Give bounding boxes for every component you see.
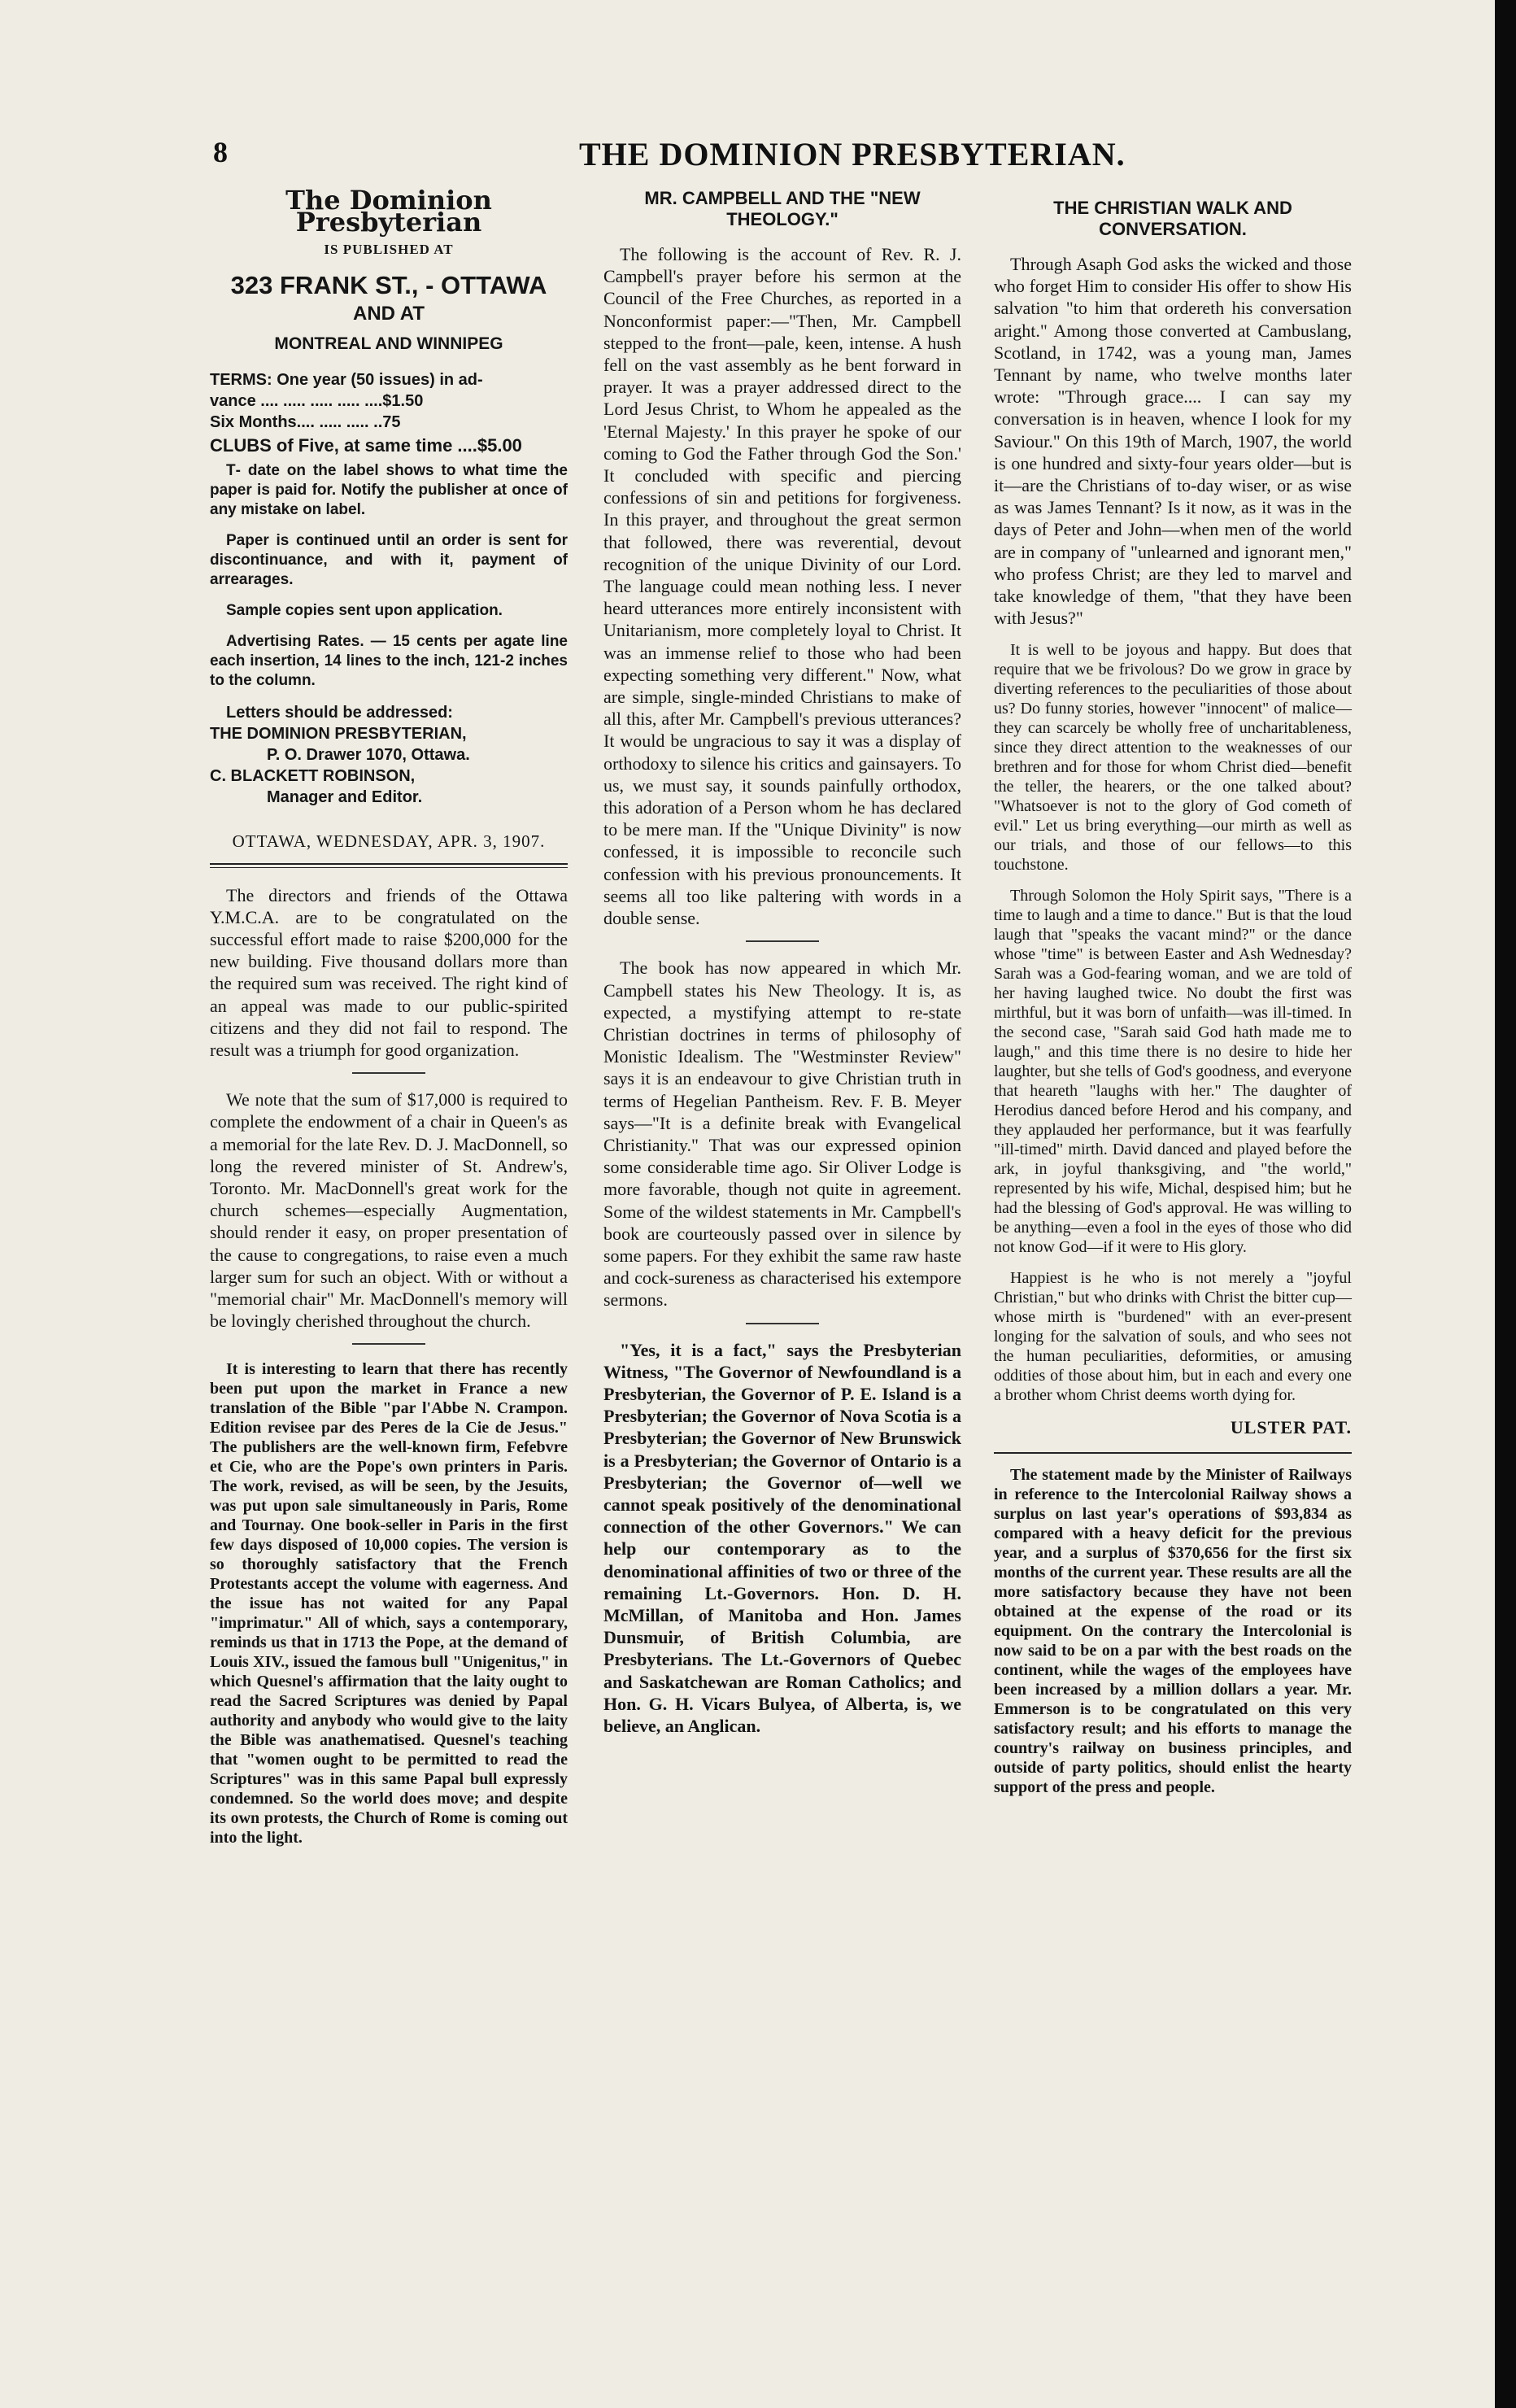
po-box: P. O. Drawer 1070, Ottawa.: [267, 746, 470, 765]
notice-continued: Paper is continued until an order is sent for discontinuance, and with it, payment of arrearages.: [210, 532, 568, 589]
page-number: 8: [213, 136, 228, 168]
masthead-and-at: AND AT: [353, 302, 425, 325]
editor-title: Manager and Editor.: [267, 788, 423, 807]
column-2: [603, 183, 961, 1748]
terms-line-3: Six Months.... ..... ..... ..75: [210, 413, 401, 432]
signature: ULSTER PAT.: [1230, 1417, 1352, 1438]
section-rule: [994, 1452, 1352, 1454]
article-happiest: Happiest is he who is not merely a "joyful Christian," but who drinks with Christ the bitter cup— whose mirth is "burdened" with an ever-present longing for the salvation of souls, and who sees not the human peculiarities, deformities, or amusing oddities of those about him, but in each and every one a brother whom Christ deems worth dying for.: [994, 1269, 1352, 1405]
dateline: OTTAWA, WEDNESDAY, APR. 3, 1907.: [232, 831, 546, 852]
article-governors: "Yes, it is a fact," says the Presbyterian Witness, "The Governor of Newfoundland is a Presbyterian, the Governor of P. E. Island is a Presbyterian; the Governor of Nova Scotia is a Presbyterian; the Governor of New Brunswick is a Presbyterian; the Governor of Ontario is a Presbyterian; the Governor of—well we cannot speak positively of the denominational connection of the other Governors." We can help our contemporary as to the denominational affinities of two or three of the remaining Lt.-Governors. Hon. D. H. McMillan, of Manitoba and Hon. James Dunsmuir, of British Columbia, are Presbyterians. The Lt.-Governors of Quebec and Saskatchewan are Roman Catholics; and Hon. G. H. Vicars Bulyea, of Alberta, is, we believe, an Anglican.: [603, 1339, 961, 1736]
article-ymca: The directors and friends of the Ottawa Y.M.C.A. are to be congratulated on the successful effort made to raise $200,000 for the new building. Five thousand dollars more than the required sum was received. The right kind of an appeal was made to our public-spirited citizens and they did not fail to respond. The result was a triumph for good organization.: [210, 884, 568, 1061]
article-joyous: It is well to be joyous and happy. But does that require that we be frivolous? Do we grow in grace by diverting references to the peculiarities of those about us? Do funny stories, however "innocent" of malice—they can scarcely be wholly free of uncharitableness, since they direct attention to the weaknesses of our brethren and for those for whom Christ died—benefit the teller, the hearers, or the one talked about? "Whatsoever is not to the glory of God cometh of evil." Let us bring everything—our mirth as well as our trials, and those of our fellows—to this touchstone.: [994, 641, 1352, 875]
article-intercolonial-railway: The statement made by the Minister of Railways in reference to the Intercolonial Railway shows a surplus on last year's operations of $93,834 as compared with a heavy deficit for the previous year, and a surplus of $370,656 for the first six months of the current year. These results are all the more satisfactory because they have not been obtained at the expense of the road or its equipment. On the contrary the Intercolonial is now said to be on a par with the best roads on the continent, while the wages of the employees have been increased by a million dollars a year. Mr. Emmerson is to be congratulated on this very satisfactory result; and his efforts to manage the country's railway on business principles, and outside of party politics, should enlist the hearty support of the press and people.: [994, 1465, 1352, 1796]
masthead-cities: MONTREAL AND WINNIPEG: [274, 334, 503, 354]
column-3: [994, 183, 1352, 1808]
article-heading-new-theology: MR. CAMPBELL AND THE "NEW THEOLOGY.": [644, 188, 921, 229]
column-1: [210, 183, 568, 1859]
article-heading-christian-walk: THE CHRISTIAN WALK AND CONVERSATION.: [1053, 198, 1292, 239]
article-asaph: Through Asaph God asks the wicked and those who forget Him to consider His offer to show His salvation "to him that ordereth his conversation aright." Among those converted at Cambuslang, Scotland, in 1742, was a young man, James Tennant by name, who twelve months later wrote: "Through grace.... I can say my conversation is in heaven, whence I look for my Saviour." On this 19th of March, 1907, the world is one hundred and sixty-four years older—but is it—are the Christians of to-day wiser, or as wise as was James Tennant? Is it now, as it was in the days of Peter and John—when men of the world are in company of "unlearned and ignorant men," who profess Christ; are they led to marvel and take knowledge of them, "that they have been with Jesus?": [994, 254, 1352, 629]
divider: [352, 1343, 425, 1345]
journal-title: THE DOMINION PRESBYTERIAN.: [579, 136, 1126, 172]
terms-line-2: vance .... ..... ..... ..... ....$1.50: [210, 392, 424, 411]
letters-addressed: Letters should be addressed:: [226, 704, 453, 722]
page-edge: [1495, 0, 1516, 2408]
notice-sample: Sample copies sent upon application.: [226, 602, 503, 620]
editor-name: C. BLACKETT ROBINSON,: [210, 767, 416, 786]
terms-line-1: TERMS: One year (50 issues) in ad-: [210, 371, 483, 390]
advertising-rates: Advertising Rates. — 15 cents per agate line each insertion, 14 lines to the inch, 121-2 inches to the column.: [210, 633, 568, 690]
masthead-name: The Dominion Presbyterian: [285, 185, 492, 238]
article-french-bible: It is interesting to learn that there has recently been put upon the market in France a new translation of the Bible "par l'Abbe N. Crampon. Edition revisee par des Peres de la Cie de Jesus." The publishers are the well-known firm, Fefebvre et Cie, who are the Pope's own printers in Paris. The work, revised, as will be seen, by the Jesuits, was put upon sale simultaneously in Paris, Rome and Tournay. One book-seller in Paris in the first few days disposed of 10,000 copies. The version is so thoroughly satisfactory that the French Protestants accept the volume with eagerness. And the issue has not waited for any Papal "imprimatur." All of which, says a contemporary, reminds us that in 1713 the Pope, at the demand of Louis XIV., issued the famous bull "Unigenitus," in which Quesnel's affirmation that the laity ought to read the Sacred Scriptures was denied by Papal authority and anybody who would give to the laity the Bible was anathematised. Quesnel's teaching that "women ought to be permitted to read the Scriptures" was in this same Papal bull expressly condemned. So the world does move; and despite its own protests, the Church of Rome is coming out into the light.: [210, 1360, 568, 1847]
divider: [352, 1072, 425, 1074]
article-solomon: Through Solomon the Holy Spirit says, "There is a time to laugh and a time to dance." But is that the loud laugh that "speaks the vacant mind?" or the dance whose "time" is between Easter and Ash Wednesday? Sarah was a God-fearing woman, and we are told of her having laughed twice. No doubt the first was mirthful, but it was born of unfaith—was ill-timed. In the second case, "Sarah said God hath made me to laugh," and this time there is no desire to hide her laughter, but she tells of God's goodness, and everyone that heareth "laughs with her." The daughter of Herodius danced before Herod and his company, and they applauded her performance, but it was fearfully "ill-timed" mirth. David danced and played before the ark, in joyful thanksgiving, and "the world," represented by his wife, Michal, despised him; but he had the blessing of God's approval. He was willing to be anything—even a fool in the eyes of those who did not know God—if it were to His glory.: [994, 887, 1352, 1257]
addressee: THE DOMINION PRESBYTERIAN,: [210, 725, 467, 744]
notice-label: T‑ date on the label shows to what time the paper is paid for. Notify the publisher at once of any mistake on label.: [210, 462, 568, 519]
section-rule: [210, 863, 568, 868]
divider: [746, 940, 819, 942]
divider: [746, 1323, 819, 1324]
masthead-address: 323 FRANK ST., - OTTAWA: [230, 270, 547, 299]
article-campbell-book: The book has now appeared in which Mr. Campbell states his New Theology. It is, as expected, a mystifying attempt to re-state Christian doctrines in terms of philosophy of Monistic Idealism. The "Westminster Review" says it is an endeavour to give Christian truth in terms of Hegelian Pantheism. Rev. F. B. Meyer says—"It is a definite break with Evangelical Christianity." That was our expressed opinion some considerable time ago. Sir Oliver Lodge is more favorable, though not quite in agreement. Some of the wildest statements in Mr. Campbell's book are courteously passed over in silence by some papers. For they exhibit the same raw haste and cock-sureness as characterised his extempore sermons.: [603, 958, 961, 1311]
article-memorial-chair: We note that the sum of $17,000 is required to complete the endowment of a chair in Queen's as a memorial for the late Rev. D. J. MacDonnell, so long the revered minister of St. Andrew's, Toronto. Mr. MacDonnell's great work for the church schemes—especially Augmentation, should render it easy, on proper presentation of the cause to congregations, to raise even a much larger sum for such an object. With or without a "memorial chair" Mr. MacDonnell's memory will be lovingly cherished throughout the church.: [210, 1089, 568, 1332]
article-campbell-prayer: The following is the account of Rev. R. J. Campbell's prayer before his sermon at the Council of the Free Churches, as reported in a Nonconformist paper:—"Then, Mr. Campbell stepped to the front—pale, keen, intense. A hush fell on the vast assembly as he bent forward in prayer. It was a prayer addressed direct to the Lord Jesus Christ, to Whom he appealed as the 'Eternal Majesty.' In this prayer he spoke of our coming to God the Father through God the Son.' It concluded with specific and piercing confessions of sin and petitions for forgiveness. In this prayer, and throughout the great sermon that followed, there was reverential, devout recognition of the unique Divinity of our Lord. The language could mean nothing less. I never heard utterances more entirely inconsistent with Unitarianism, more completely loyal to Christ. It was an immense relief to those who had been expecting something very different." Now, what are simple, single-minded Christians to make of all this, after Mr. Campbell's previous utterances? It would be ungracious to say it was a display of orthodoxy to silence his critics and gainsayers. To us, we must say, it sounds painfully orthodox, this adoration of a Person whom he has declared to be mere man. If the "Unique Divinity" is now confessed, it is impossible to reconcile such confession with his previous pronouncements. It seems all too like paltering with words in a double sense.: [603, 244, 961, 929]
published-at: IS PUBLISHED AT: [324, 242, 454, 258]
clubs-rate: CLUBS of Five, at same time ....$5.00: [210, 435, 522, 456]
